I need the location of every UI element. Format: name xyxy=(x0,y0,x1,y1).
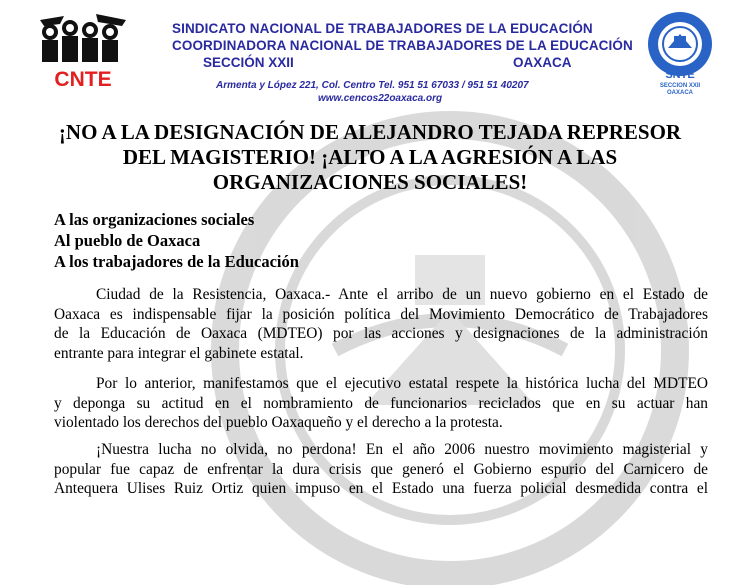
recipient-line: A las organizaciones sociales xyxy=(54,210,255,229)
snte-seal-logo xyxy=(643,10,717,96)
paragraph-line: violentado los derechos del pueblo Oaxaqueño y el derecho a la protesta. xyxy=(54,414,503,432)
title-line-1: ¡NO A LA DESIGNACIÓN DE ALEJANDRO TEJADA REPRESOR xyxy=(58,120,682,144)
paragraph-3 xyxy=(54,440,708,499)
org-section: SECCIÓN XXII xyxy=(203,55,294,70)
paragraph-1 xyxy=(54,285,708,363)
paragraph-line: Antequera Ulises Ruiz Ortiz quien impuso en el Estado una fuerza policial desmedida contra el xyxy=(54,480,708,498)
document-title xyxy=(40,120,700,195)
title-line-3: ORGANIZACIONES SOCIALES! xyxy=(212,170,528,194)
paragraph-line: entrante para integrar el gabinete estatal. xyxy=(54,344,304,362)
title-line-2: DEL MAGISTERIO! ¡ALTO A LA AGRESIÓN A LAS xyxy=(122,145,618,169)
recipient-line: Al pueblo de Oaxaca xyxy=(54,231,201,250)
org-website: www.cencos22oaxaca.org xyxy=(318,93,443,104)
recipient-line: A los trabajadores de la Educación xyxy=(54,252,299,271)
paragraph-line: popular fue capaz de enfrentar la dura crisis que generó el Gobierno espurio del Carnicero de xyxy=(54,460,708,478)
paragraph-line: Ciudad de la Resistencia, Oaxaca.- Ante el arribo de un nuevo gobierno en el Estado de xyxy=(96,286,708,303)
recipients-block xyxy=(54,209,299,272)
cnte-logo xyxy=(36,10,130,92)
cnte-logo-text: CNTE xyxy=(54,68,112,91)
org-state: OAXACA xyxy=(513,55,572,70)
org-name-line2: COORDINADORA NACIONAL DE TRABAJADORES DE LA EDUCACIÓN xyxy=(172,38,633,53)
paragraph-line: de la Educación de Oaxaca (MDTEO) por las acciones y designaciones de la administración xyxy=(54,325,708,343)
paragraph-line: y deponga su actitud en el nombramiento de funcionarios reciclados que en su actuar han xyxy=(54,394,708,412)
snte-logo-state: OAXACA xyxy=(666,90,694,96)
paragraph-line: Oaxaca es indispensable fijar la posición política del Movimiento Democrático de Trabajadores xyxy=(54,305,708,323)
paragraph-line: ¡Nuestra lucha no olvida, no perdona! En el año 2006 nuestro movimiento magisterial y xyxy=(96,441,708,458)
org-address: Armenta y López 221, Col. Centro Tel. 951 51 67033 / 951 51 40207 xyxy=(216,80,529,91)
paragraph-line: Por lo anterior, manifestamos que el ejecutivo estatal respete la histórica lucha del MDTEO xyxy=(96,375,708,392)
org-name-line1: SINDICATO NACIONAL DE TRABAJADORES DE LA EDUCACIÓN xyxy=(172,21,593,36)
snte-logo-section: SECCION XXII xyxy=(659,83,701,89)
snte-logo-text: SNTE xyxy=(665,69,695,81)
paragraph-2 xyxy=(54,374,708,433)
